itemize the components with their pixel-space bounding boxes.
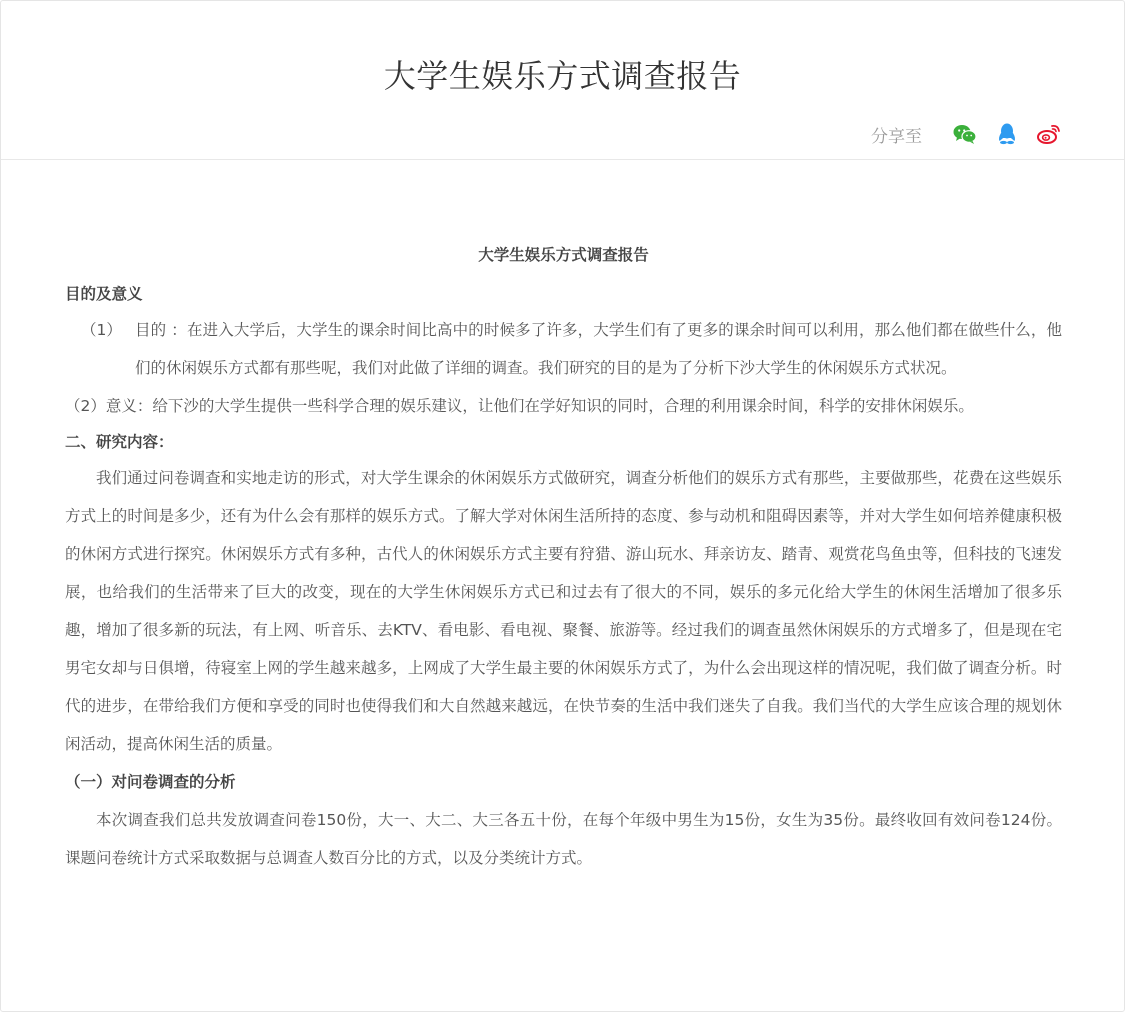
page-title: 大学生娱乐方式调查报告 bbox=[383, 57, 742, 95]
article-header bbox=[1, 1, 1124, 160]
section-heading-content: 二、研究内容： bbox=[65, 433, 174, 451]
share-bar bbox=[871, 121, 1062, 147]
purpose-item-number: （1） bbox=[81, 321, 122, 339]
wechat-icon[interactable] bbox=[952, 121, 978, 147]
weibo-icon[interactable] bbox=[1036, 121, 1062, 147]
section-heading-purpose: 目的及意义 bbox=[65, 285, 143, 303]
qq-icon[interactable] bbox=[994, 121, 1020, 147]
share-label: 分享至 bbox=[871, 126, 922, 147]
significance-paragraph: （2）意义：给下沙的大学生提供一些科学合理的娱乐建议，让他们在学好知识的同时，合理的利用课余时间，科学的安排休闲娱乐。 bbox=[65, 397, 974, 415]
purpose-item-text: 目的 ：在进入大学后，大学生的课余时间比高中的时候多了许多，大学生们有了更多的课余时间可以利用，那么他们都在做些什么，他们的休闲娱乐方式都有那些呢，我们对此做了详细的调查。我们研究的目的是为了分析下沙大学生的休闲娱乐方式状况。 bbox=[135, 321, 1062, 377]
subheading-survey-analysis: （一）对问卷调查的分析 bbox=[65, 773, 236, 791]
article-body bbox=[65, 233, 1062, 877]
document-title: 大学生娱乐方式调查报告 bbox=[478, 246, 649, 264]
purpose-item bbox=[65, 311, 1062, 387]
survey-paragraph: 本次调查我们总共发放调查问卷150份，大一、大二、大三各五十份，在每个年级中男生为15份，女生为35份。最终收回有效问卷124份。课题问卷统计方式采取数据与总调查人数百分比的方式，以及分类统计方式。 bbox=[65, 811, 1062, 867]
research-content-paragraph: 我们通过问卷调查和实地走访的形式，对大学生课余的休闲娱乐方式做研究，调查分析他们的娱乐方式有那些，主要做那些，花费在这些娱乐方式上的时间是多少，还有为什么会有那样的娱乐方式。了解大学对休闲生活所持的态度、参与动机和阻碍因素等，并对大学生如何培养健康积极的休闲方式进行探究。休闲娱乐方式有多种，古代人的休闲娱乐方式主要有狩猎、游山玩水、拜亲访友、踏青、观赏花鸟鱼虫等，但科技的飞速发展，也给我们的生活带来了巨大的改变，现在的大学生休闲娱乐方式已和过去有了很大的不同，娱乐的多元化给大学生的休闲生活增加了很多乐趣，增加了很多新的玩法，有上网、听音乐、去KTV、看电影、看电视、聚餐、旅游等。经过我们的调查虽然休闲娱乐的方式增多了，但是现在宅男宅女却与日俱增，待寝室上网的学生越来越多，上网成了大学生最主要的休闲娱乐方式了，为什么会出现这样的情况呢，我们做了调查分析。时代的进步，在带给我们方便和享受的同时也使得我们和大自然越来越远，在快节奏的生活中我们迷失了自我。我们当代的大学生应该合理的规划休闲活动，提高休闲生活的质量。 bbox=[65, 469, 1062, 753]
